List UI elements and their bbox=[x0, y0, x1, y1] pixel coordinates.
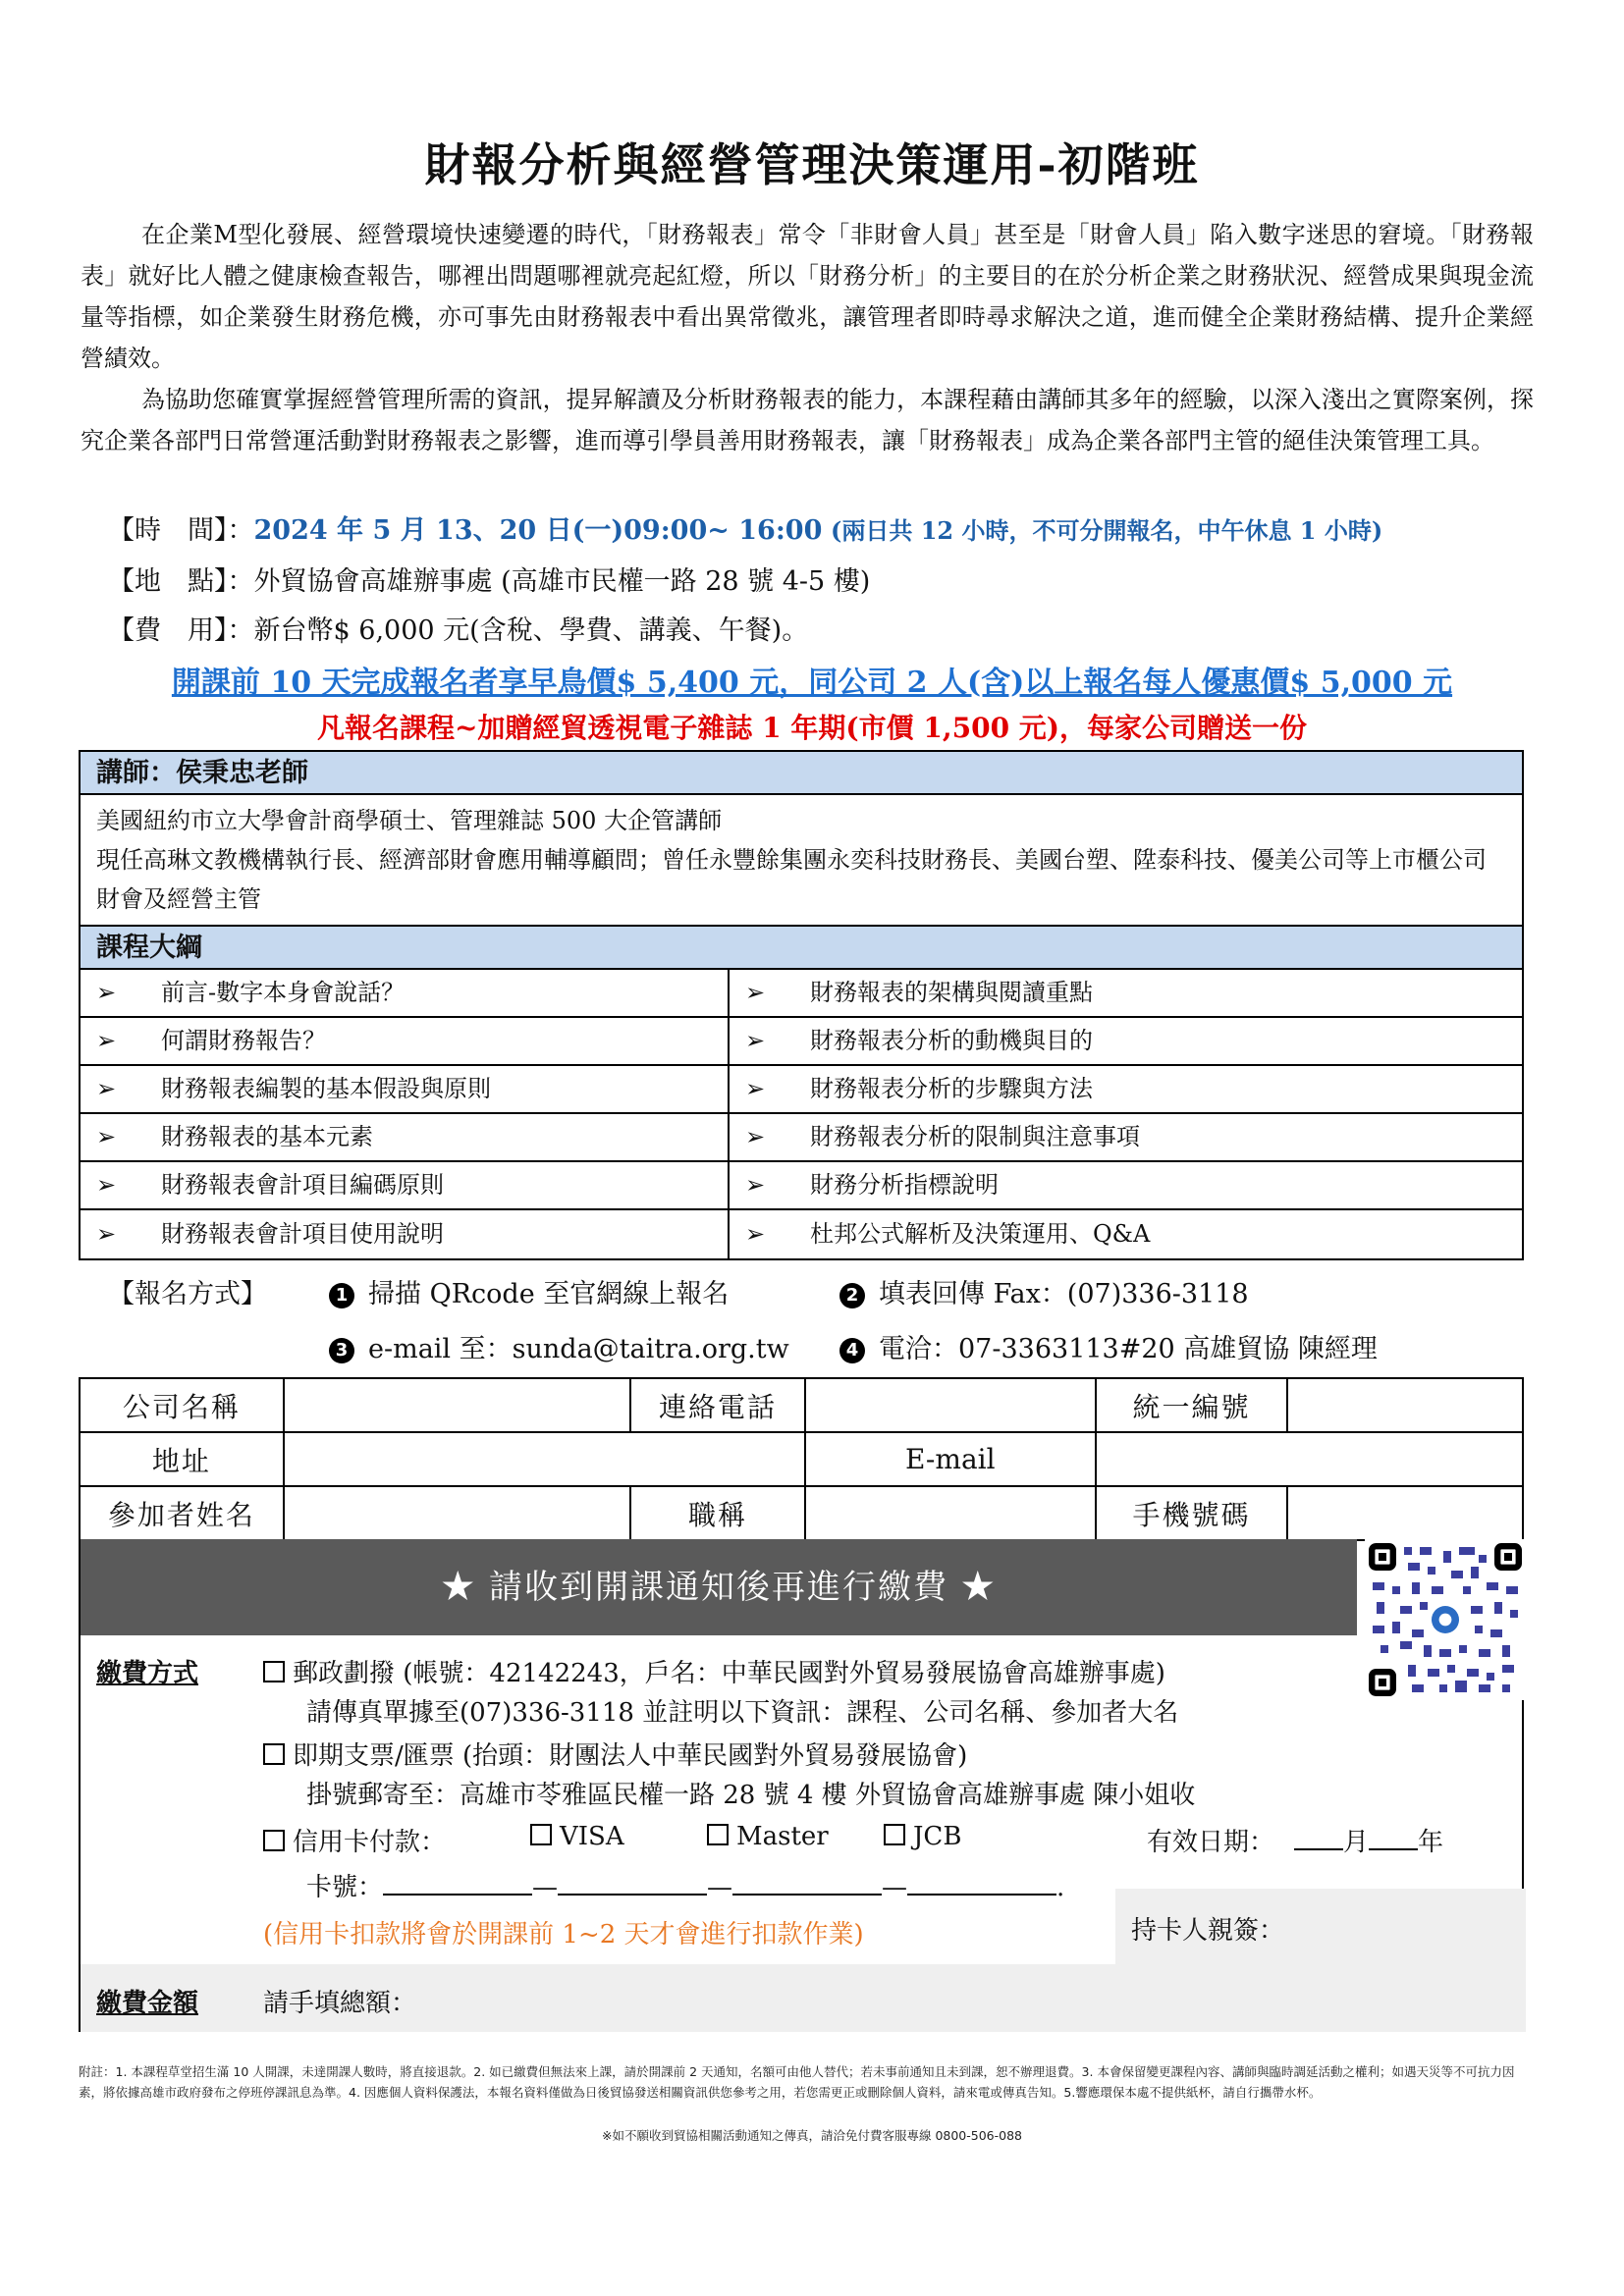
bullet-icon: ➢ bbox=[96, 1220, 117, 1248]
payment-amount-field[interactable]: 請手填總額： bbox=[263, 1989, 417, 2018]
bullet-icon: ➢ bbox=[745, 979, 766, 1006]
postal-option[interactable]: 郵政劃撥 (帳號：42142243，戶名：中華民國對外貿易發展協會高雄辦事處) bbox=[263, 1653, 1165, 1689]
outline-item: ➢ 財務分析指標說明 bbox=[730, 1162, 1522, 1210]
registration-email-link[interactable]: e-mail 至：sunda@taitra.org.tw bbox=[368, 1334, 789, 1364]
visa-checkbox[interactable] bbox=[530, 1824, 552, 1845]
outline-item: ➢ 財務報表分析的動機與目的 bbox=[730, 1018, 1522, 1066]
outline-item: ➢ 財務報表會計項目編碼原則 bbox=[81, 1162, 730, 1210]
bullet-icon: ➢ bbox=[96, 1171, 117, 1199]
registration-method-4: 4 電洽：07-3363113#20 高雄貿協 陳經理 bbox=[839, 1327, 1378, 1365]
outline-item: ➢ 前言-數字本身會說話？ bbox=[81, 970, 730, 1018]
check-option[interactable]: 即期支票/匯票 (抬頭：財團法人中華民國對外貿易發展協會) bbox=[263, 1735, 967, 1772]
place-value: 外貿協會高雄辦事處 (高雄市民權一路 28 號 4-5 樓) bbox=[253, 566, 871, 597]
place-label: 【地 點】： bbox=[108, 566, 254, 597]
outline-item: ➢ 財務報表分析的限制與注意事項 bbox=[730, 1114, 1522, 1162]
teacher-bio bbox=[81, 795, 1522, 927]
outline-item: ➢ 杜邦公式解析及決策運用、Q&A bbox=[730, 1210, 1522, 1258]
bullet-icon: ➢ bbox=[745, 1123, 766, 1150]
email-field[interactable] bbox=[1096, 1432, 1523, 1486]
mobile-field[interactable] bbox=[1287, 1486, 1523, 1540]
company-name-field[interactable] bbox=[284, 1378, 630, 1432]
teacher-bio-line2: 現任高琳文教機構執行長、經濟部財會應用輔導顧問；曾任永豐餘集團永奕科技財務長、美國台塑、陞泰科技、優美公司等上市櫃公司財會及經營主管 bbox=[96, 846, 1487, 913]
tax-id-field[interactable] bbox=[1287, 1378, 1523, 1432]
registration-method-1: 1 掃描 QRcode 至官網線上報名 bbox=[329, 1272, 729, 1310]
info-place bbox=[108, 560, 870, 598]
number-2-icon: 2 bbox=[839, 1283, 865, 1308]
payment-method-label: 繳費方式 bbox=[96, 1659, 199, 1688]
intro-paragraph-2: 為協助您確實掌握經營管理所需的資訊，提昇解讀及分析財務報表的能力，本課程藉由講師其多年的經驗，以深入淺出之實際案例，探究企業各部門日常營運活動對財務報表之影響，進而導引學員善用財務報表，讓「財務報表」成為企業各部門主管的絕佳決策管理工具。 bbox=[81, 386, 1534, 454]
time-note: (兩日共 12 小時，不可分開報名，中午休息 1 小時) bbox=[830, 516, 1383, 545]
intro-paragraph-1: 在企業M型化發展、經營環境快速變遷的時代，「財務報表」常令「非財會人員」甚至是「財會人員」陷入數字迷思的窘境。「財務報表」就好比人體之健康檢查報告，哪裡出問題哪裡就亮起紅燈，所以「財務分析」的主要目的在於分析企業之財務狀況、經營成果與現金流量等指標，如企業發生財務危機，亦可事先由財務報表中看出異常徵兆，讓管理者即時尋求解決之道，進而健全企業財務結構、提升企業經營績效。 bbox=[81, 221, 1534, 372]
credit-card-option[interactable]: 信用卡付款： bbox=[263, 1822, 446, 1858]
job-title-label: 職稱 bbox=[630, 1486, 805, 1540]
outline-item: ➢ 財務報表會計項目使用說明 bbox=[81, 1210, 730, 1258]
outline-header: 課程大綱 bbox=[81, 927, 1522, 970]
qr-code-icon[interactable] bbox=[1365, 1539, 1526, 1700]
outline-item: ➢ 何謂財務報告？ bbox=[81, 1018, 730, 1066]
attendee-name-label: 參加者姓名 bbox=[80, 1486, 284, 1540]
cardholder-signature-label: 持卡人親簽： bbox=[1131, 1916, 1285, 1946]
info-time bbox=[108, 508, 1382, 547]
bullet-icon: ➢ bbox=[96, 1123, 117, 1150]
registration-method-2: 2 填表回傳 Fax：(07)336-3118 bbox=[839, 1272, 1249, 1310]
payment-notice-banner: ★ 請收到開課通知後再進行繳費 ★ bbox=[81, 1539, 1357, 1635]
check-note: 掛號郵寄至：高雄市苓雅區民權一路 28 號 4 樓 外貿協會高雄辦事處 陳小姐收 bbox=[306, 1781, 1196, 1810]
number-3-icon: 3 bbox=[329, 1338, 354, 1363]
registration-label: 【報名方式】 bbox=[108, 1279, 267, 1309]
bullet-icon: ➢ bbox=[745, 1220, 766, 1248]
fee-value: 新台幣$ 6,000 元(含稅、學費、講義、午餐)。 bbox=[253, 615, 809, 646]
bullet-icon: ➢ bbox=[96, 979, 117, 1006]
fax-opt-out-note: ※如不願收到貿協相關活動通知之傳真，請洽免付費客服專線 0800-506-088 bbox=[602, 2128, 1022, 2143]
number-1-icon: 1 bbox=[329, 1283, 354, 1308]
attendee-name-field[interactable] bbox=[284, 1486, 630, 1540]
credit-card-checkbox[interactable] bbox=[263, 1830, 285, 1851]
check-checkbox[interactable] bbox=[263, 1743, 285, 1765]
footnotes: 附註：1. 本課程草堂招生滿 10 人開課，未達開課人數時，將直接退款。2. 如已繳費但無法來上課，請於開課前 2 天通知，名額可由他人替代；若未事前通知且未到課，恕不辦理退費。3. 本會保留變更課程內容、講師與臨時調延活動之權利；如遇天災等不可抗力因素，將依據高雄市政府發布之停班停課訊息為準。4. 因應個人資料保護法，本報名資料僅做為日後貿協發送相關資訊供您參考之用，若您需更正或刪除個人資料，請來電或傳真告知。5.響應環保本處不提供紙杯，請自行攜帶水杯。 bbox=[79, 2064, 1515, 2100]
outline-item: ➢ 財務報表分析的步驟與方法 bbox=[730, 1066, 1522, 1114]
bullet-icon: ➢ bbox=[745, 1075, 766, 1102]
outline-grid bbox=[81, 970, 1522, 1258]
outline-item: ➢ 財務報表的架構與閱讀重點 bbox=[730, 970, 1522, 1018]
early-bird-promo: 開課前 10 天完成報名者享早鳥價$ 5,400 元，同公司 2 人(含)以上報名每人優惠價$ 5,000 元 bbox=[171, 666, 1453, 700]
phone-field[interactable] bbox=[805, 1378, 1096, 1432]
course-info-box bbox=[79, 750, 1524, 1260]
visa-option[interactable]: VISA bbox=[530, 1822, 624, 1851]
time-value: 2024 年 5 月 13、20 日(一)09:00~ 16:00 bbox=[253, 515, 823, 546]
postal-checkbox[interactable] bbox=[263, 1661, 285, 1682]
phone-label: 連絡電話 bbox=[630, 1378, 805, 1432]
bullet-icon: ➢ bbox=[745, 1027, 766, 1054]
teacher-bio-line1: 美國紐約市立大學會計商學碩士、管理雜誌 500 大企管講師 bbox=[96, 807, 723, 834]
payment-section bbox=[79, 1539, 1524, 2032]
job-title-field[interactable] bbox=[805, 1486, 1096, 1540]
time-label: 【時 間】： bbox=[108, 515, 254, 546]
info-fee bbox=[108, 609, 808, 647]
number-4-icon: 4 bbox=[839, 1338, 865, 1363]
postal-note: 請傳真單據至(07)336-3118 並註明以下資訊：課程、公司名稱、參加者大名 bbox=[306, 1698, 1179, 1728]
master-option[interactable]: Master bbox=[707, 1822, 829, 1851]
jcb-checkbox[interactable] bbox=[884, 1824, 905, 1845]
page-title: 財報分析與經營管理決策運用-初階班 bbox=[424, 138, 1200, 191]
teacher-header: 講師：侯秉忠老師 bbox=[81, 752, 1522, 795]
card-number-field[interactable]: 卡號： — — — . bbox=[306, 1873, 1065, 1902]
tax-id-label: 統一編號 bbox=[1096, 1378, 1288, 1432]
mobile-label: 手機號碼 bbox=[1096, 1486, 1288, 1540]
registration-method-3 bbox=[329, 1327, 789, 1365]
payment-amount-label: 繳費金額 bbox=[96, 1989, 199, 2018]
jcb-option[interactable]: JCB bbox=[884, 1822, 961, 1851]
address-field[interactable] bbox=[284, 1432, 805, 1486]
gift-promo: 凡報名課程~加贈經貿透視電子雜誌 1 年期(市價 1,500 元)，每家公司贈送一份 bbox=[316, 712, 1308, 744]
company-name-label: 公司名稱 bbox=[80, 1378, 284, 1432]
bullet-icon: ➢ bbox=[96, 1027, 117, 1054]
master-checkbox[interactable] bbox=[707, 1824, 729, 1845]
outline-item: ➢ 財務報表編製的基本假設與原則 bbox=[81, 1066, 730, 1114]
address-label: 地址 bbox=[80, 1432, 284, 1486]
email-label: E-mail bbox=[805, 1432, 1096, 1486]
bullet-icon: ➢ bbox=[745, 1171, 766, 1199]
fee-label: 【費 用】： bbox=[108, 615, 254, 646]
bullet-icon: ➢ bbox=[96, 1075, 117, 1102]
expiry-date[interactable]: 有效日期： 月 年 bbox=[1147, 1828, 1444, 1857]
credit-card-note: (信用卡扣款將會於開課前 1~2 天才會進行扣款作業) bbox=[263, 1920, 864, 1949]
outline-item: ➢ 財務報表的基本元素 bbox=[81, 1114, 730, 1162]
registration-form bbox=[79, 1377, 1524, 1541]
